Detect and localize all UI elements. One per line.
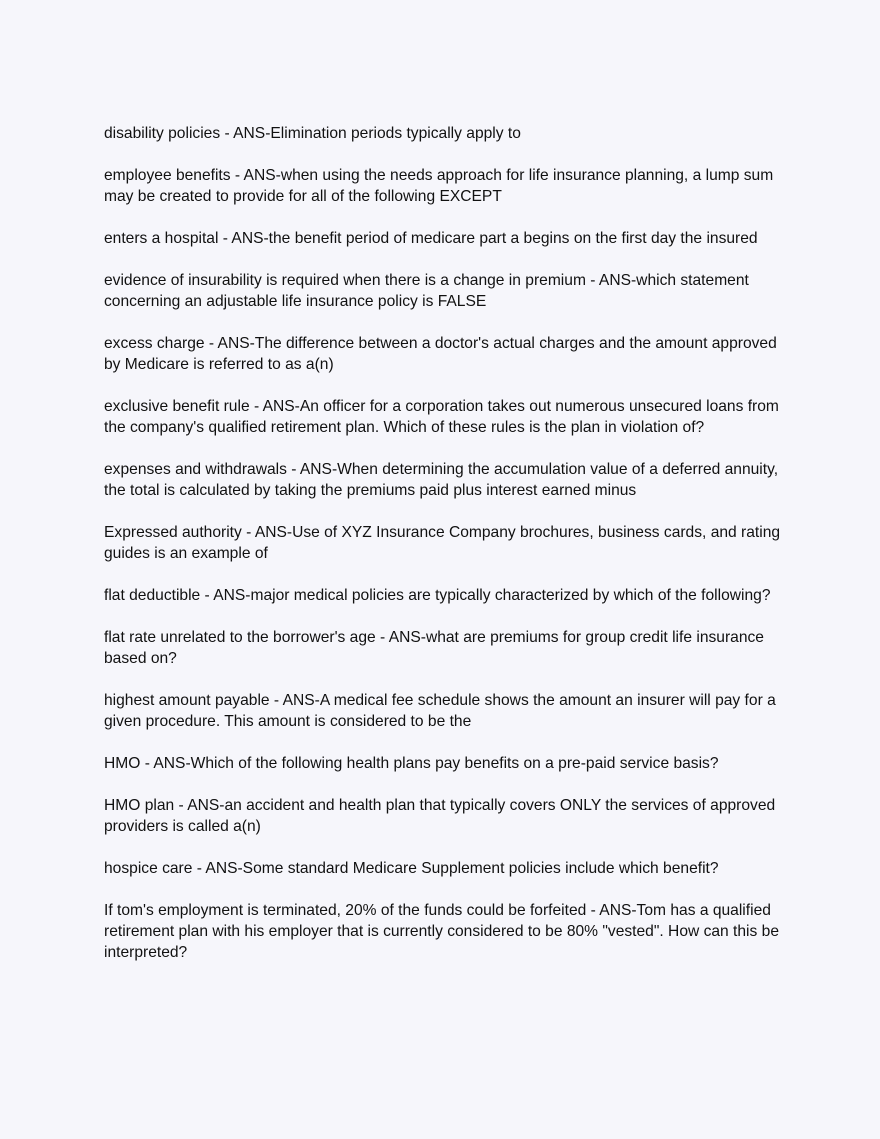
entry-hmo: HMO - ANS-Which of the following health plans pay benefits on a pre-paid service basis? <box>104 755 719 772</box>
entry-highest-amount-payable: highest amount payable - ANS-A medical fee schedule shows the amount an insurer will pay for a given procedure. This amount is considered to be the <box>104 692 776 730</box>
entry-flat-rate: flat rate unrelated to the borrower's age - ANS-what are premiums for group credit life insurance based on? <box>104 629 764 667</box>
entry-expressed-authority: Expressed authority - ANS-Use of XYZ Insurance Company brochures, business cards, and rating guides is an example of <box>104 524 781 562</box>
entry-hmo-plan: HMO plan - ANS-an accident and health plan that typically covers ONLY the services of approved providers is called a(n) <box>104 797 776 835</box>
entry-disability-policies: disability policies - ANS-Elimination periods typically apply to <box>104 125 521 142</box>
entry-exclusive-benefit-rule: exclusive benefit rule - ANS-An officer for a corporation takes out numerous unsecured loans from the company's qualified retirement plan. Which of these rules is the plan in violation of? <box>104 398 779 436</box>
entry-evidence-of-insurability: evidence of insurability is required when there is a change in premium - ANS-which statement concerning an adjustable life insurance policy is FALSE <box>104 272 749 310</box>
document-page <box>104 123 784 984</box>
entry-toms-employment: If tom's employment is terminated, 20% of the funds could be forfeited - ANS-Tom has a qualified retirement plan with his employer that is currently considered to be 80% "vested". How can this be interpreted? <box>104 902 780 961</box>
entry-flat-deductible: flat deductible - ANS-major medical policies are typically characterized by which of the following? <box>104 587 771 604</box>
entry-hospice-care: hospice care - ANS-Some standard Medicare Supplement policies include which benefit? <box>104 860 719 877</box>
entry-enters-a-hospital: enters a hospital - ANS-the benefit period of medicare part a begins on the first day the insured <box>104 230 758 247</box>
entry-excess-charge: excess charge - ANS-The difference between a doctor's actual charges and the amount approved by Medicare is referred to as a(n) <box>104 335 777 373</box>
entry-expenses-and-withdrawals: expenses and withdrawals - ANS-When determining the accumulation value of a deferred annuity, the total is calculated by taking the premiums paid plus interest earned minus <box>104 461 779 499</box>
entry-employee-benefits: employee benefits - ANS-when using the needs approach for life insurance planning, a lump sum may be created to provide for all of the following EXCEPT <box>104 167 774 205</box>
